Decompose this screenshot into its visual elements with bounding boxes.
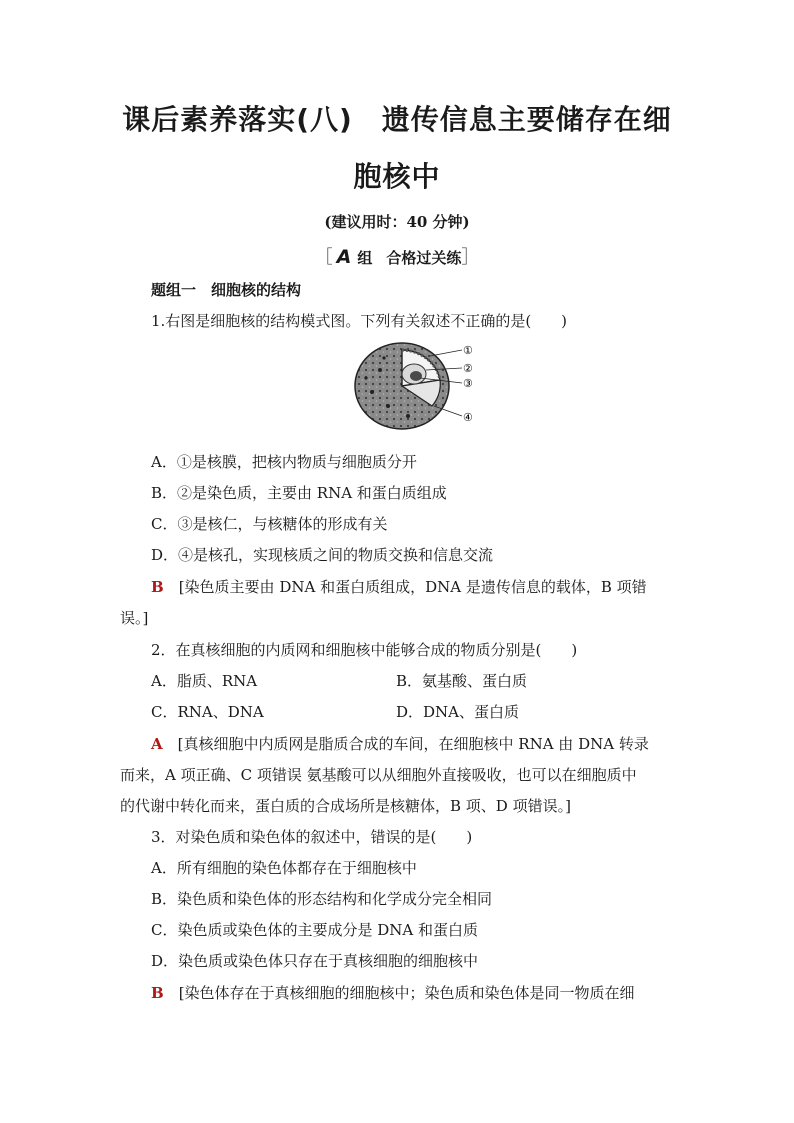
q2-explanation-cont2: 的代谢中转化而来，蛋白质的合成场所是核糖体，B 项、D 项错误。] [120,797,571,815]
q1-answer: B [151,578,164,596]
section-heading: 题组一 细胞核的结构 [151,281,302,299]
group-open-bracket: ［ [314,247,333,268]
q2-option-c: C．RNA、DNA [151,703,264,721]
q1-option-a: A．①是核膜，把核内物质与细胞质分开 [151,453,417,471]
q1-explanation: B [染色质主要由 DNA 和蛋白质组成，DNA 是遗传信息的载体，B 项错 [151,578,647,596]
q1-option-c: C．③是核仁，与核糖体的形成有关 [151,515,388,533]
q1-option-d: D．④是核孔，实现核质之间的物质交换和信息交流 [151,546,494,564]
q1-option-b: B．②是染色质，主要由 RNA 和蛋白质组成 [151,484,447,502]
nucleus-diagram [350,340,490,432]
q2-explanation: A [真核细胞中内质网是脂质合成的车间，在细胞核中 RNA 由 DNA 转录 [151,735,649,753]
q1-stem: 1.右图是细胞核的结构模式图。下列有关叙述不正确的是( ) [151,312,568,330]
label-1: ① [463,344,473,357]
suggested-time: (建议用时：40 分钟) [324,213,470,231]
nucleus-sphere [355,343,449,429]
group-name: 合格过关练 [386,249,462,267]
q2-answer: A [151,735,163,753]
q3-option-d: D．染色质或染色体只存在于真核细胞的细胞核中 [151,952,479,970]
label-3: ③ [463,377,473,390]
q2-option-d: D．DNA、蛋白质 [396,703,520,721]
q3-answer: B [151,984,164,1002]
q3-stem: 3．对染色质和染色体的叙述中，错误的是( ) [151,828,473,846]
group-letter: A [336,246,352,268]
label-2: ② [463,362,473,375]
label-4: ④ [463,411,473,424]
q3-option-a: A．所有细胞的染色体都存在于细胞核中 [151,859,417,877]
q3-option-b: B．染色质和染色体的形态结构和化学成分完全相同 [151,890,493,908]
page-title-line1: 课后素养落实(八) 遗传信息主要储存在细 [122,103,672,136]
q3-explanation: B [染色体存在于真核细胞的细胞核中；染色质和染色体是同一物质在细 [151,984,635,1002]
q1-explanation-cont: 误。] [120,609,149,627]
group-label: 组 [357,249,373,267]
group-close-bracket: ］ [461,247,480,268]
q2-explanation-cont1: 而来，A 项正确、C 项错误 氨基酸可以从细胞外直接吸收，也可以在细胞质中 [120,766,637,784]
q2-stem: 2．在真核细胞的内质网和细胞核中能够合成的物质分别是( ) [151,641,578,659]
q2-option-b: B．氨基酸、蛋白质 [396,672,528,690]
q3-option-c: C．染色质或染色体的主要成分是 DNA 和蛋白质 [151,921,478,939]
page-title-line2: 胞核中 [353,160,441,193]
q2-option-a: A．脂质、RNA [151,672,258,690]
leader-line-1 [430,350,462,356]
group-header [0,243,794,269]
